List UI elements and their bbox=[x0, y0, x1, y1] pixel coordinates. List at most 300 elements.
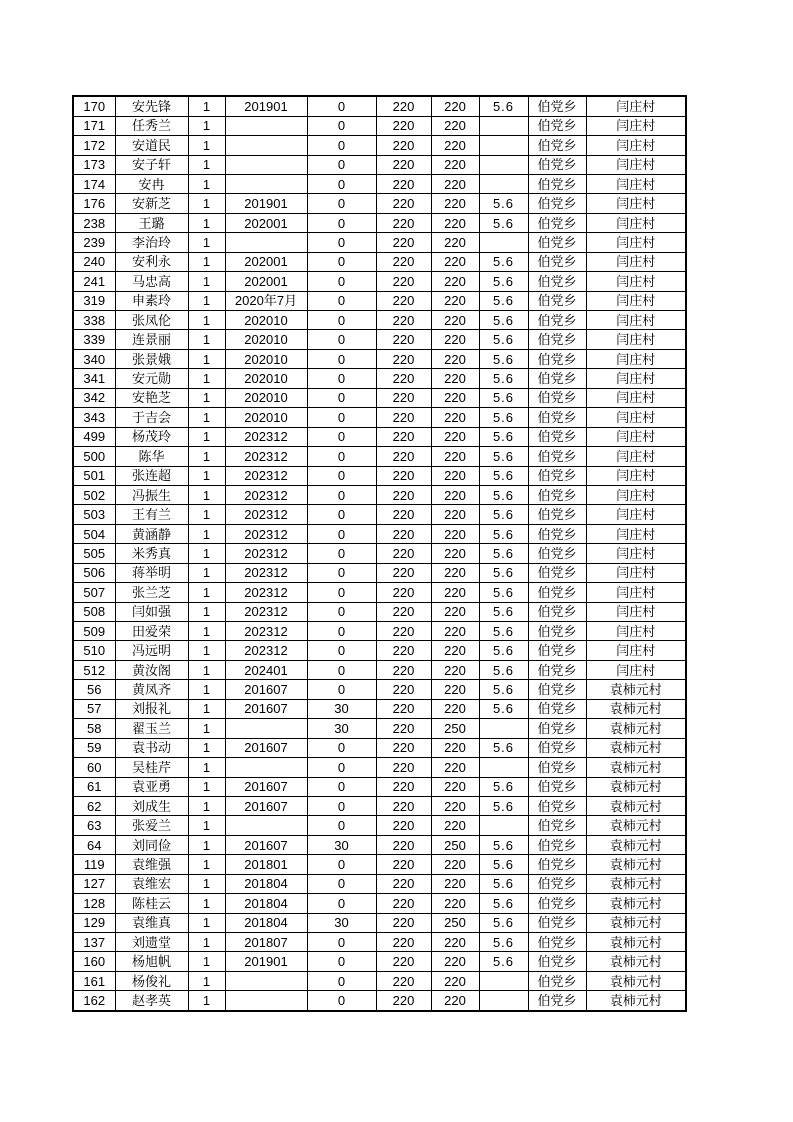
village-cell: 闫庄村 bbox=[586, 602, 686, 621]
table-row bbox=[73, 855, 686, 874]
rate-cell: 5.6 bbox=[479, 291, 528, 310]
rate-cell: 5.6 bbox=[479, 252, 528, 271]
name-cell: 黄汝阁 bbox=[115, 660, 188, 679]
township-cell: 伯党乡 bbox=[528, 583, 586, 602]
adjust-amount-cell: 0 bbox=[307, 272, 376, 291]
total-amount-cell: 220 bbox=[431, 544, 479, 563]
date-cell: 202312 bbox=[225, 622, 307, 641]
total-amount-cell: 220 bbox=[431, 155, 479, 174]
row-number-cell: 500 bbox=[73, 447, 115, 466]
village-cell: 闫庄村 bbox=[586, 622, 686, 641]
base-amount-cell: 220 bbox=[376, 835, 431, 854]
village-cell: 闫庄村 bbox=[586, 369, 686, 388]
date-cell bbox=[225, 719, 307, 738]
adjust-amount-cell: 0 bbox=[307, 252, 376, 271]
count-cell: 1 bbox=[188, 174, 225, 193]
village-cell: 闫庄村 bbox=[586, 544, 686, 563]
table-body bbox=[73, 96, 686, 1011]
adjust-amount-cell: 0 bbox=[307, 777, 376, 796]
adjust-amount-cell: 0 bbox=[307, 213, 376, 232]
date-cell: 202001 bbox=[225, 272, 307, 291]
rate-cell bbox=[479, 174, 528, 193]
name-cell: 袁维强 bbox=[115, 855, 188, 874]
total-amount-cell: 220 bbox=[431, 894, 479, 913]
village-cell: 袁柿元村 bbox=[586, 952, 686, 971]
count-cell: 1 bbox=[188, 758, 225, 777]
village-cell: 闫庄村 bbox=[586, 563, 686, 582]
base-amount-cell: 220 bbox=[376, 894, 431, 913]
village-cell: 闫庄村 bbox=[586, 505, 686, 524]
rate-cell bbox=[479, 719, 528, 738]
rate-cell: 5.6 bbox=[479, 952, 528, 971]
name-cell: 张连超 bbox=[115, 466, 188, 485]
adjust-amount-cell: 0 bbox=[307, 174, 376, 193]
base-amount-cell: 220 bbox=[376, 641, 431, 660]
village-cell: 袁柿元村 bbox=[586, 913, 686, 932]
table-row bbox=[73, 699, 686, 718]
date-cell: 201607 bbox=[225, 738, 307, 757]
township-cell: 伯党乡 bbox=[528, 602, 586, 621]
row-number-cell: 161 bbox=[73, 971, 115, 990]
adjust-amount-cell: 30 bbox=[307, 719, 376, 738]
base-amount-cell: 220 bbox=[376, 991, 431, 1011]
name-cell: 安艳芝 bbox=[115, 388, 188, 407]
table-row bbox=[73, 913, 686, 932]
row-number-cell: 510 bbox=[73, 641, 115, 660]
township-cell: 伯党乡 bbox=[528, 738, 586, 757]
table-row bbox=[73, 447, 686, 466]
table-row bbox=[73, 719, 686, 738]
village-cell: 袁柿元村 bbox=[586, 777, 686, 796]
rate-cell: 5.6 bbox=[479, 544, 528, 563]
total-amount-cell: 220 bbox=[431, 796, 479, 815]
table-row bbox=[73, 622, 686, 641]
total-amount-cell: 220 bbox=[431, 388, 479, 407]
date-cell bbox=[225, 758, 307, 777]
name-cell: 于吉会 bbox=[115, 408, 188, 427]
adjust-amount-cell: 0 bbox=[307, 660, 376, 679]
count-cell: 1 bbox=[188, 505, 225, 524]
village-cell: 闫庄村 bbox=[586, 96, 686, 116]
count-cell: 1 bbox=[188, 194, 225, 213]
adjust-amount-cell: 0 bbox=[307, 758, 376, 777]
date-cell: 202312 bbox=[225, 427, 307, 446]
township-cell: 伯党乡 bbox=[528, 447, 586, 466]
village-cell: 闫庄村 bbox=[586, 213, 686, 232]
township-cell: 伯党乡 bbox=[528, 544, 586, 563]
table-row bbox=[73, 660, 686, 679]
township-cell: 伯党乡 bbox=[528, 699, 586, 718]
village-cell: 闫庄村 bbox=[586, 155, 686, 174]
count-cell: 1 bbox=[188, 96, 225, 116]
name-cell: 安子轩 bbox=[115, 155, 188, 174]
base-amount-cell: 220 bbox=[376, 680, 431, 699]
rate-cell: 5.6 bbox=[479, 874, 528, 893]
row-number-cell: 128 bbox=[73, 894, 115, 913]
name-cell: 连景丽 bbox=[115, 330, 188, 349]
count-cell: 1 bbox=[188, 680, 225, 699]
rate-cell: 5.6 bbox=[479, 272, 528, 291]
date-cell bbox=[225, 174, 307, 193]
name-cell: 黄涵静 bbox=[115, 524, 188, 543]
name-cell: 张景娥 bbox=[115, 349, 188, 368]
rate-cell: 5.6 bbox=[479, 408, 528, 427]
total-amount-cell: 250 bbox=[431, 719, 479, 738]
row-number-cell: 160 bbox=[73, 952, 115, 971]
table-row bbox=[73, 369, 686, 388]
adjust-amount-cell: 0 bbox=[307, 96, 376, 116]
date-cell: 201901 bbox=[225, 952, 307, 971]
count-cell: 1 bbox=[188, 583, 225, 602]
base-amount-cell: 220 bbox=[376, 544, 431, 563]
row-number-cell: 162 bbox=[73, 991, 115, 1011]
adjust-amount-cell: 0 bbox=[307, 116, 376, 135]
date-cell: 202312 bbox=[225, 583, 307, 602]
village-cell: 闫庄村 bbox=[586, 466, 686, 485]
date-cell: 201607 bbox=[225, 777, 307, 796]
adjust-amount-cell: 0 bbox=[307, 447, 376, 466]
rate-cell: 5.6 bbox=[479, 485, 528, 504]
name-cell: 冯振生 bbox=[115, 485, 188, 504]
count-cell: 1 bbox=[188, 330, 225, 349]
base-amount-cell: 220 bbox=[376, 136, 431, 155]
base-amount-cell: 220 bbox=[376, 427, 431, 446]
rate-cell: 5.6 bbox=[479, 583, 528, 602]
rate-cell bbox=[479, 758, 528, 777]
township-cell: 伯党乡 bbox=[528, 835, 586, 854]
adjust-amount-cell: 0 bbox=[307, 544, 376, 563]
township-cell: 伯党乡 bbox=[528, 388, 586, 407]
count-cell: 1 bbox=[188, 311, 225, 330]
village-cell: 袁柿元村 bbox=[586, 758, 686, 777]
name-cell: 任秀兰 bbox=[115, 116, 188, 135]
village-cell: 袁柿元村 bbox=[586, 835, 686, 854]
base-amount-cell: 220 bbox=[376, 796, 431, 815]
row-number-cell: 64 bbox=[73, 835, 115, 854]
rate-cell: 5.6 bbox=[479, 796, 528, 815]
name-cell: 刘报礼 bbox=[115, 699, 188, 718]
name-cell: 杨俊礼 bbox=[115, 971, 188, 990]
base-amount-cell: 220 bbox=[376, 96, 431, 116]
date-cell bbox=[225, 816, 307, 835]
base-amount-cell: 220 bbox=[376, 660, 431, 679]
table-row bbox=[73, 874, 686, 893]
count-cell: 1 bbox=[188, 563, 225, 582]
adjust-amount-cell: 0 bbox=[307, 602, 376, 621]
name-cell: 袁亚勇 bbox=[115, 777, 188, 796]
base-amount-cell: 220 bbox=[376, 622, 431, 641]
row-number-cell: 63 bbox=[73, 816, 115, 835]
row-number-cell: 239 bbox=[73, 233, 115, 252]
name-cell: 闫如强 bbox=[115, 602, 188, 621]
rate-cell: 5.6 bbox=[479, 466, 528, 485]
count-cell: 1 bbox=[188, 835, 225, 854]
township-cell: 伯党乡 bbox=[528, 96, 586, 116]
row-number-cell: 60 bbox=[73, 758, 115, 777]
township-cell: 伯党乡 bbox=[528, 933, 586, 952]
total-amount-cell: 220 bbox=[431, 991, 479, 1011]
base-amount-cell: 220 bbox=[376, 408, 431, 427]
rate-cell bbox=[479, 233, 528, 252]
count-cell: 1 bbox=[188, 738, 225, 757]
adjust-amount-cell: 0 bbox=[307, 466, 376, 485]
count-cell: 1 bbox=[188, 660, 225, 679]
name-cell: 杨茂玲 bbox=[115, 427, 188, 446]
adjust-amount-cell: 0 bbox=[307, 894, 376, 913]
total-amount-cell: 220 bbox=[431, 291, 479, 310]
count-cell: 1 bbox=[188, 272, 225, 291]
total-amount-cell: 220 bbox=[431, 952, 479, 971]
rate-cell: 5.6 bbox=[479, 349, 528, 368]
count-cell: 1 bbox=[188, 933, 225, 952]
row-number-cell: 238 bbox=[73, 213, 115, 232]
count-cell: 1 bbox=[188, 447, 225, 466]
base-amount-cell: 220 bbox=[376, 330, 431, 349]
name-cell: 安冉 bbox=[115, 174, 188, 193]
table-row bbox=[73, 952, 686, 971]
row-number-cell: 503 bbox=[73, 505, 115, 524]
township-cell: 伯党乡 bbox=[528, 952, 586, 971]
base-amount-cell: 220 bbox=[376, 291, 431, 310]
township-cell: 伯党乡 bbox=[528, 272, 586, 291]
table-row bbox=[73, 505, 686, 524]
village-cell: 闫庄村 bbox=[586, 311, 686, 330]
date-cell: 201607 bbox=[225, 796, 307, 815]
township-cell: 伯党乡 bbox=[528, 252, 586, 271]
date-cell: 202001 bbox=[225, 252, 307, 271]
village-cell: 闫庄村 bbox=[586, 641, 686, 660]
date-cell bbox=[225, 136, 307, 155]
rate-cell: 5.6 bbox=[479, 505, 528, 524]
adjust-amount-cell: 0 bbox=[307, 952, 376, 971]
name-cell: 安先锋 bbox=[115, 96, 188, 116]
row-number-cell: 137 bbox=[73, 933, 115, 952]
count-cell: 1 bbox=[188, 894, 225, 913]
name-cell: 蒋举明 bbox=[115, 563, 188, 582]
total-amount-cell: 220 bbox=[431, 855, 479, 874]
row-number-cell: 343 bbox=[73, 408, 115, 427]
row-number-cell: 339 bbox=[73, 330, 115, 349]
village-cell: 闫庄村 bbox=[586, 485, 686, 504]
date-cell: 201901 bbox=[225, 194, 307, 213]
name-cell: 吴桂芹 bbox=[115, 758, 188, 777]
row-number-cell: 338 bbox=[73, 311, 115, 330]
name-cell: 米秀真 bbox=[115, 544, 188, 563]
date-cell: 202010 bbox=[225, 388, 307, 407]
name-cell: 陈华 bbox=[115, 447, 188, 466]
count-cell: 1 bbox=[188, 408, 225, 427]
date-cell bbox=[225, 991, 307, 1011]
date-cell: 202312 bbox=[225, 447, 307, 466]
rate-cell: 5.6 bbox=[479, 447, 528, 466]
total-amount-cell: 220 bbox=[431, 758, 479, 777]
base-amount-cell: 220 bbox=[376, 719, 431, 738]
name-cell: 张爱兰 bbox=[115, 816, 188, 835]
date-cell: 202312 bbox=[225, 485, 307, 504]
base-amount-cell: 220 bbox=[376, 583, 431, 602]
name-cell: 刘成生 bbox=[115, 796, 188, 815]
base-amount-cell: 220 bbox=[376, 388, 431, 407]
township-cell: 伯党乡 bbox=[528, 330, 586, 349]
name-cell: 翟玉兰 bbox=[115, 719, 188, 738]
adjust-amount-cell: 0 bbox=[307, 524, 376, 543]
adjust-amount-cell: 0 bbox=[307, 641, 376, 660]
village-cell: 袁柿元村 bbox=[586, 816, 686, 835]
count-cell: 1 bbox=[188, 622, 225, 641]
table-row bbox=[73, 485, 686, 504]
table-row bbox=[73, 933, 686, 952]
township-cell: 伯党乡 bbox=[528, 136, 586, 155]
date-cell: 202401 bbox=[225, 660, 307, 679]
township-cell: 伯党乡 bbox=[528, 758, 586, 777]
name-cell: 安新芝 bbox=[115, 194, 188, 213]
date-cell: 202010 bbox=[225, 330, 307, 349]
rate-cell: 5.6 bbox=[479, 388, 528, 407]
date-cell: 202010 bbox=[225, 369, 307, 388]
adjust-amount-cell: 0 bbox=[307, 505, 376, 524]
total-amount-cell: 220 bbox=[431, 233, 479, 252]
township-cell: 伯党乡 bbox=[528, 291, 586, 310]
township-cell: 伯党乡 bbox=[528, 505, 586, 524]
row-number-cell: 170 bbox=[73, 96, 115, 116]
township-cell: 伯党乡 bbox=[528, 427, 586, 446]
row-number-cell: 340 bbox=[73, 349, 115, 368]
township-cell: 伯党乡 bbox=[528, 622, 586, 641]
adjust-amount-cell: 0 bbox=[307, 194, 376, 213]
base-amount-cell: 220 bbox=[376, 485, 431, 504]
count-cell: 1 bbox=[188, 777, 225, 796]
adjust-amount-cell: 0 bbox=[307, 485, 376, 504]
village-cell: 闫庄村 bbox=[586, 330, 686, 349]
date-cell: 201607 bbox=[225, 835, 307, 854]
base-amount-cell: 220 bbox=[376, 252, 431, 271]
name-cell: 黄凤齐 bbox=[115, 680, 188, 699]
township-cell: 伯党乡 bbox=[528, 660, 586, 679]
row-number-cell: 57 bbox=[73, 699, 115, 718]
table-row bbox=[73, 291, 686, 310]
table-row bbox=[73, 466, 686, 485]
village-cell: 袁柿元村 bbox=[586, 738, 686, 757]
rate-cell: 5.6 bbox=[479, 738, 528, 757]
row-number-cell: 509 bbox=[73, 622, 115, 641]
village-cell: 闫庄村 bbox=[586, 660, 686, 679]
township-cell: 伯党乡 bbox=[528, 213, 586, 232]
township-cell: 伯党乡 bbox=[528, 174, 586, 193]
total-amount-cell: 220 bbox=[431, 485, 479, 504]
date-cell: 202312 bbox=[225, 544, 307, 563]
name-cell: 安元勋 bbox=[115, 369, 188, 388]
date-cell: 2020年7月 bbox=[225, 291, 307, 310]
township-cell: 伯党乡 bbox=[528, 874, 586, 893]
base-amount-cell: 220 bbox=[376, 699, 431, 718]
total-amount-cell: 250 bbox=[431, 913, 479, 932]
rate-cell bbox=[479, 136, 528, 155]
table-row bbox=[73, 641, 686, 660]
township-cell: 伯党乡 bbox=[528, 155, 586, 174]
base-amount-cell: 220 bbox=[376, 913, 431, 932]
table-row bbox=[73, 680, 686, 699]
row-number-cell: 502 bbox=[73, 485, 115, 504]
base-amount-cell: 220 bbox=[376, 447, 431, 466]
table-row bbox=[73, 563, 686, 582]
township-cell: 伯党乡 bbox=[528, 116, 586, 135]
name-cell: 王璐 bbox=[115, 213, 188, 232]
count-cell: 1 bbox=[188, 971, 225, 990]
count-cell: 1 bbox=[188, 116, 225, 135]
total-amount-cell: 220 bbox=[431, 427, 479, 446]
name-cell: 刘遗堂 bbox=[115, 933, 188, 952]
adjust-amount-cell: 0 bbox=[307, 311, 376, 330]
count-cell: 1 bbox=[188, 796, 225, 815]
rate-cell: 5.6 bbox=[479, 777, 528, 796]
township-cell: 伯党乡 bbox=[528, 855, 586, 874]
total-amount-cell: 220 bbox=[431, 136, 479, 155]
total-amount-cell: 220 bbox=[431, 971, 479, 990]
base-amount-cell: 220 bbox=[376, 971, 431, 990]
total-amount-cell: 220 bbox=[431, 213, 479, 232]
date-cell bbox=[225, 233, 307, 252]
village-cell: 袁柿元村 bbox=[586, 933, 686, 952]
total-amount-cell: 220 bbox=[431, 349, 479, 368]
township-cell: 伯党乡 bbox=[528, 991, 586, 1011]
count-cell: 1 bbox=[188, 466, 225, 485]
township-cell: 伯党乡 bbox=[528, 816, 586, 835]
name-cell: 袁维真 bbox=[115, 913, 188, 932]
count-cell: 1 bbox=[188, 388, 225, 407]
village-cell: 袁柿元村 bbox=[586, 719, 686, 738]
rate-cell: 5.6 bbox=[479, 311, 528, 330]
village-cell: 袁柿元村 bbox=[586, 680, 686, 699]
base-amount-cell: 220 bbox=[376, 738, 431, 757]
adjust-amount-cell: 0 bbox=[307, 136, 376, 155]
base-amount-cell: 220 bbox=[376, 349, 431, 368]
total-amount-cell: 250 bbox=[431, 835, 479, 854]
name-cell: 马忠高 bbox=[115, 272, 188, 291]
total-amount-cell: 220 bbox=[431, 311, 479, 330]
table-row bbox=[73, 194, 686, 213]
adjust-amount-cell: 0 bbox=[307, 349, 376, 368]
row-number-cell: 56 bbox=[73, 680, 115, 699]
date-cell bbox=[225, 116, 307, 135]
row-number-cell: 129 bbox=[73, 913, 115, 932]
base-amount-cell: 220 bbox=[376, 855, 431, 874]
village-cell: 闫庄村 bbox=[586, 349, 686, 368]
village-cell: 袁柿元村 bbox=[586, 991, 686, 1011]
row-number-cell: 176 bbox=[73, 194, 115, 213]
table-row bbox=[73, 524, 686, 543]
table-row bbox=[73, 738, 686, 757]
base-amount-cell: 220 bbox=[376, 505, 431, 524]
date-cell bbox=[225, 971, 307, 990]
total-amount-cell: 220 bbox=[431, 194, 479, 213]
adjust-amount-cell: 0 bbox=[307, 796, 376, 815]
table-row bbox=[73, 758, 686, 777]
name-cell: 安道民 bbox=[115, 136, 188, 155]
total-amount-cell: 220 bbox=[431, 272, 479, 291]
adjust-amount-cell: 0 bbox=[307, 369, 376, 388]
total-amount-cell: 220 bbox=[431, 583, 479, 602]
base-amount-cell: 220 bbox=[376, 311, 431, 330]
date-cell: 201804 bbox=[225, 913, 307, 932]
table-row bbox=[73, 583, 686, 602]
rate-cell: 5.6 bbox=[479, 680, 528, 699]
rate-cell: 5.6 bbox=[479, 835, 528, 854]
township-cell: 伯党乡 bbox=[528, 563, 586, 582]
date-cell bbox=[225, 155, 307, 174]
total-amount-cell: 220 bbox=[431, 524, 479, 543]
rate-cell: 5.6 bbox=[479, 213, 528, 232]
total-amount-cell: 220 bbox=[431, 641, 479, 660]
